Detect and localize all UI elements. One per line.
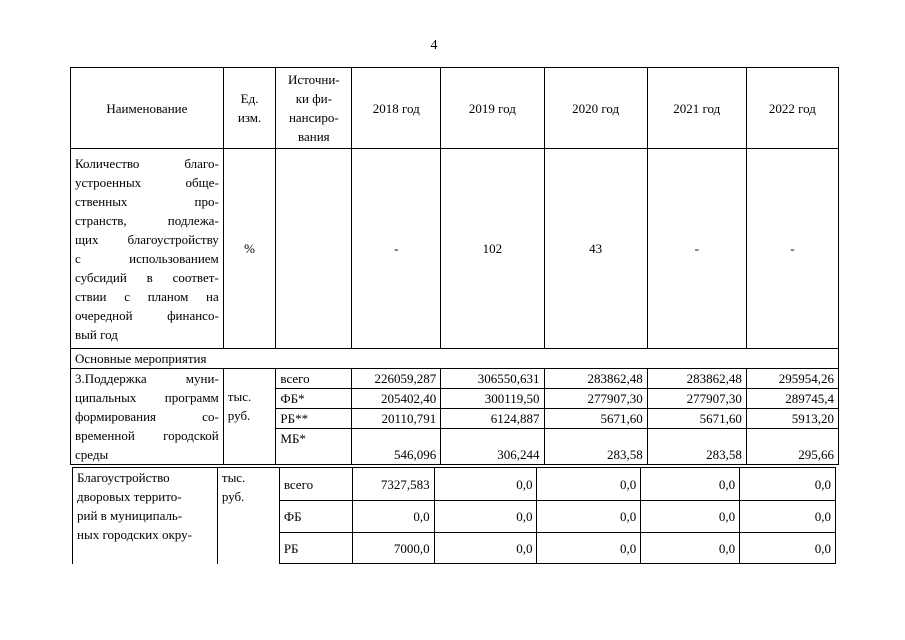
measure3-unit-line: руб.	[227, 408, 251, 423]
indicator-unit: %	[223, 149, 276, 349]
yard-unit	[217, 468, 279, 564]
measure3-row	[71, 369, 839, 389]
value-cell: 0,0	[740, 468, 836, 501]
value-cell: 0,0	[740, 501, 836, 533]
indicator-name-line: ствии с планом на	[75, 288, 219, 304]
measure3-name-line: среды	[75, 447, 109, 462]
indicator-value: -	[352, 149, 441, 349]
indicator-source	[276, 149, 352, 349]
program-table	[70, 67, 839, 465]
value-cell: 5671,60	[544, 409, 647, 429]
yard-unit-line: тыс.	[221, 470, 246, 485]
yard-name-line: дворовых террито-	[77, 489, 182, 504]
value-cell: 289745,4	[746, 389, 838, 409]
measure3-unit	[223, 369, 276, 465]
measure3-name-line: формирования со-	[75, 409, 219, 424]
value-cell: 283862,48	[647, 369, 746, 389]
yard-name-line: Благоустройство	[77, 470, 170, 485]
indicator-name-line: устроенных обще-	[75, 174, 219, 190]
header-source	[276, 68, 352, 149]
indicator-value: -	[647, 149, 746, 349]
header-year: 2022 год	[746, 68, 838, 149]
value-cell: 306550,631	[441, 369, 544, 389]
value-cell: 7000,0	[352, 533, 434, 564]
section-row	[71, 349, 839, 369]
header-year: 2019 год	[441, 68, 544, 149]
value-cell: 5671,60	[647, 409, 746, 429]
value-cell: 295,66	[746, 429, 838, 465]
yard-name	[73, 468, 218, 564]
measure3-name-line: 3.Поддержка муни-	[75, 371, 219, 386]
source-label: МБ*	[276, 429, 352, 465]
section-title: Основные мероприятия	[71, 349, 839, 369]
header-source-line: ки фи-	[295, 91, 332, 106]
value-cell: 0,0	[641, 533, 740, 564]
value-cell: 0,0	[434, 501, 537, 533]
indicator-name-line: щих благоустройству	[75, 231, 219, 247]
value-cell: 0,0	[641, 468, 740, 501]
header-source-line: Источни-	[288, 72, 340, 87]
measure3-name	[71, 369, 224, 465]
value-cell: 295954,26	[746, 369, 838, 389]
source-label: всего	[279, 468, 352, 501]
source-label: РБ	[279, 533, 352, 564]
measure3-unit-line: тыс.	[227, 389, 252, 404]
value-cell: 283,58	[647, 429, 746, 465]
indicator-name	[71, 149, 224, 349]
yard-row	[73, 468, 836, 501]
value-cell: 6124,887	[441, 409, 544, 429]
indicator-value: 43	[544, 149, 647, 349]
value-cell: 306,244	[441, 429, 544, 465]
value-cell: 283862,48	[544, 369, 647, 389]
source-label: ФБ*	[276, 389, 352, 409]
measure3-name-line: временной городской	[75, 428, 219, 443]
measure3-name-line: ципальных программ	[75, 390, 219, 405]
value-cell: 277907,30	[647, 389, 746, 409]
value-cell: 277907,30	[544, 389, 647, 409]
value-cell: 0,0	[434, 468, 537, 501]
indicator-name-line: Количество благо-	[75, 155, 219, 171]
indicator-name-line: вый год	[75, 326, 118, 342]
header-year: 2018 год	[352, 68, 441, 149]
source-label: всего	[276, 369, 352, 389]
indicator-name-line: субсидий в соответ-	[75, 269, 219, 285]
value-cell: 0,0	[537, 501, 641, 533]
header-unit-line: Ед.	[240, 91, 259, 106]
value-cell: 0,0	[537, 468, 641, 501]
indicator-value: -	[746, 149, 838, 349]
indicator-name-line: странств, подлежа-	[75, 212, 219, 228]
value-cell: 300119,50	[441, 389, 544, 409]
value-cell: 5913,20	[746, 409, 838, 429]
value-cell: 283,58	[544, 429, 647, 465]
value-cell: 0,0	[641, 501, 740, 533]
source-label: РБ**	[276, 409, 352, 429]
value-cell: 205402,40	[352, 389, 441, 409]
value-cell: 0,0	[740, 533, 836, 564]
header-year: 2021 год	[647, 68, 746, 149]
value-cell: 0,0	[352, 501, 434, 533]
indicator-row	[71, 149, 839, 349]
page-number: 4	[430, 38, 438, 53]
value-cell: 7327,583	[352, 468, 434, 501]
value-cell: 20110,791	[352, 409, 441, 429]
indicator-name-line: очередной финансо-	[75, 307, 219, 323]
indicator-name-line: ственных про-	[75, 193, 219, 209]
yard-table	[72, 467, 836, 564]
yard-name-line: рий в муниципаль-	[77, 508, 183, 523]
header-source-line: вания	[298, 129, 330, 144]
value-cell: 546,096	[352, 429, 441, 465]
source-label: ФБ	[279, 501, 352, 533]
header-row	[71, 68, 839, 149]
header-unit	[223, 68, 276, 149]
header-source-line: нансиро-	[288, 110, 339, 125]
header-unit-line: изм.	[237, 110, 262, 125]
value-cell: 226059,287	[352, 369, 441, 389]
header-name: Наименование	[71, 68, 224, 149]
value-cell: 0,0	[434, 533, 537, 564]
yard-unit-line: руб.	[221, 489, 245, 504]
indicator-value: 102	[441, 149, 544, 349]
yard-name-line: ных городских окру-	[77, 527, 192, 542]
header-year: 2020 год	[544, 68, 647, 149]
value-cell: 0,0	[537, 533, 641, 564]
indicator-name-line: с использованием	[75, 250, 219, 266]
